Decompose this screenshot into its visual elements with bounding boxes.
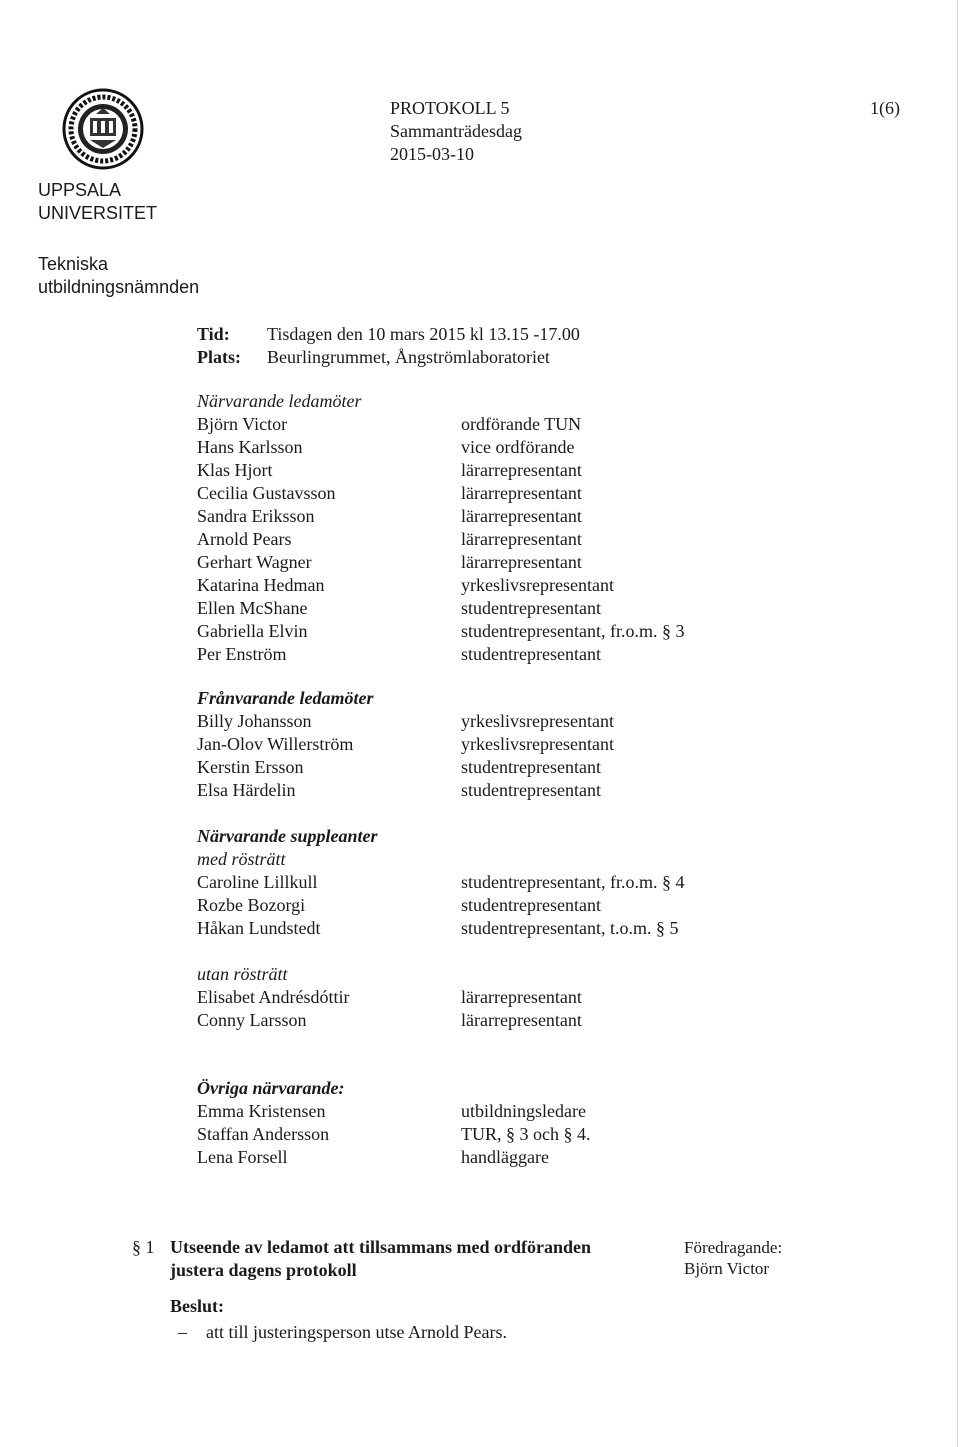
list-item: Håkan Lundstedt [197,918,321,938]
list-item: Klas Hjort [197,460,273,480]
list-item: yrkeslivsrepresentant [461,734,614,754]
section-number: § 1 [132,1237,155,1257]
list-item: Lena Forsell [197,1147,288,1167]
list-item: Cecilia Gustavsson [197,483,336,503]
list-item: studentrepresentant [461,644,601,664]
university-seal-logo [62,88,144,170]
place-label: Plats: [197,347,241,367]
list-item: studentrepresentant, fr.o.m. § 3 [461,621,685,641]
list-item: studentrepresentant [461,895,601,915]
list-item: Sandra Eriksson [197,506,315,526]
section-title-line1: Utseende av ledamot att tillsammans med ordföranden [170,1237,591,1257]
place-value: Beurlingrummet, Ångströmlaboratoriet [267,347,550,367]
list-item: lärarrepresentant [461,1010,582,1030]
list-item: studentrepresentant, t.o.m. § 5 [461,918,679,938]
list-item: Ellen McShane [197,598,308,618]
time-value: Tisdagen den 10 mars 2015 kl 13.15 -17.00 [267,324,580,344]
list-item: Conny Larsson [197,1010,307,1030]
list-item: Hans Karlsson [197,437,303,457]
list-item: Arnold Pears [197,529,292,549]
substitutes-roles [461,871,684,940]
list-item: studentrepresentant [461,780,601,800]
list-item: Staffan Andersson [197,1124,330,1144]
list-item: Gabriella Elvin [197,621,308,641]
list-item: Katarina Hedman [197,575,325,595]
list-item: lärarrepresentant [461,529,582,549]
substitutes-heading: Närvarande suppleanter [197,826,378,846]
list-item: Kerstin Ersson [197,757,304,777]
substitutes-names [197,871,320,940]
list-item: Elisabet Andrésdóttir [197,987,350,1007]
list-item: yrkeslivsrepresentant [461,711,614,731]
without-vote-names [197,986,349,1032]
list-item: Gerhart Wagner [197,552,312,572]
list-item: TUR, § 3 och § 4. [461,1124,591,1144]
document-date: 2015-03-10 [390,144,474,164]
time-label: Tid: [197,324,230,344]
others-present-roles [461,1100,591,1169]
university-name-line2: UNIVERSITET [38,203,158,223]
list-item: lärarrepresentant [461,987,582,1007]
department-name-line2: utbildningsnämnden [38,277,200,297]
presenter-name: Björn Victor [684,1259,770,1278]
present-members-roles [461,413,684,666]
absent-members-heading: Frånvarande ledamöter [197,688,374,708]
list-item: lärarrepresentant [461,483,582,503]
list-item: Elsa Härdelin [197,780,296,800]
list-item: Jan-Olov Willerström [197,734,354,754]
list-item: yrkeslivsrepresentant [461,575,614,595]
absent-members-roles [461,710,614,802]
list-item: Per Enström [197,644,287,664]
document-subtitle: Sammanträdesdag [390,121,522,141]
page-edge-line [957,0,958,1447]
without-vote-heading: utan rösträtt [197,964,288,984]
present-members-names [197,413,335,666]
presenter-label: Föredragande: [684,1238,783,1257]
list-item: ordförande TUN [461,414,582,434]
decision-label: Beslut: [170,1296,224,1316]
list-item: vice ordförande [461,437,575,457]
list-item: lärarrepresentant [461,552,582,572]
list-item: Rozbe Bozorgi [197,895,306,915]
decision-text: att till justeringsperson utse Arnold Pears. [206,1322,507,1342]
page-number: 1(6) [870,98,900,118]
without-vote-roles [461,986,582,1032]
others-present-heading: Övriga närvarande: [197,1078,345,1098]
substitutes-with-vote-heading: med rösträtt [197,849,286,869]
others-present-names [197,1100,329,1169]
document-title: PROTOKOLL 5 [390,98,510,118]
university-name-line1: UPPSALA [38,180,122,200]
list-item: studentrepresentant, fr.o.m. § 4 [461,872,685,892]
decision-bullet: – [178,1322,187,1342]
present-members-heading: Närvarande ledamöter [197,391,362,411]
list-item: utbildningsledare [461,1101,586,1121]
department-name-line1: Tekniska [38,254,109,274]
list-item: Billy Johansson [197,711,312,731]
list-item: lärarrepresentant [461,460,582,480]
list-item: Caroline Lillkull [197,872,318,892]
list-item: Björn Victor [197,414,288,434]
list-item: studentrepresentant [461,757,601,777]
list-item: studentrepresentant [461,598,601,618]
list-item: Emma Kristensen [197,1101,326,1121]
list-item: lärarrepresentant [461,506,582,526]
list-item: handläggare [461,1147,549,1167]
section-title-line2: justera dagens protokoll [170,1260,357,1280]
absent-members-names [197,710,353,802]
